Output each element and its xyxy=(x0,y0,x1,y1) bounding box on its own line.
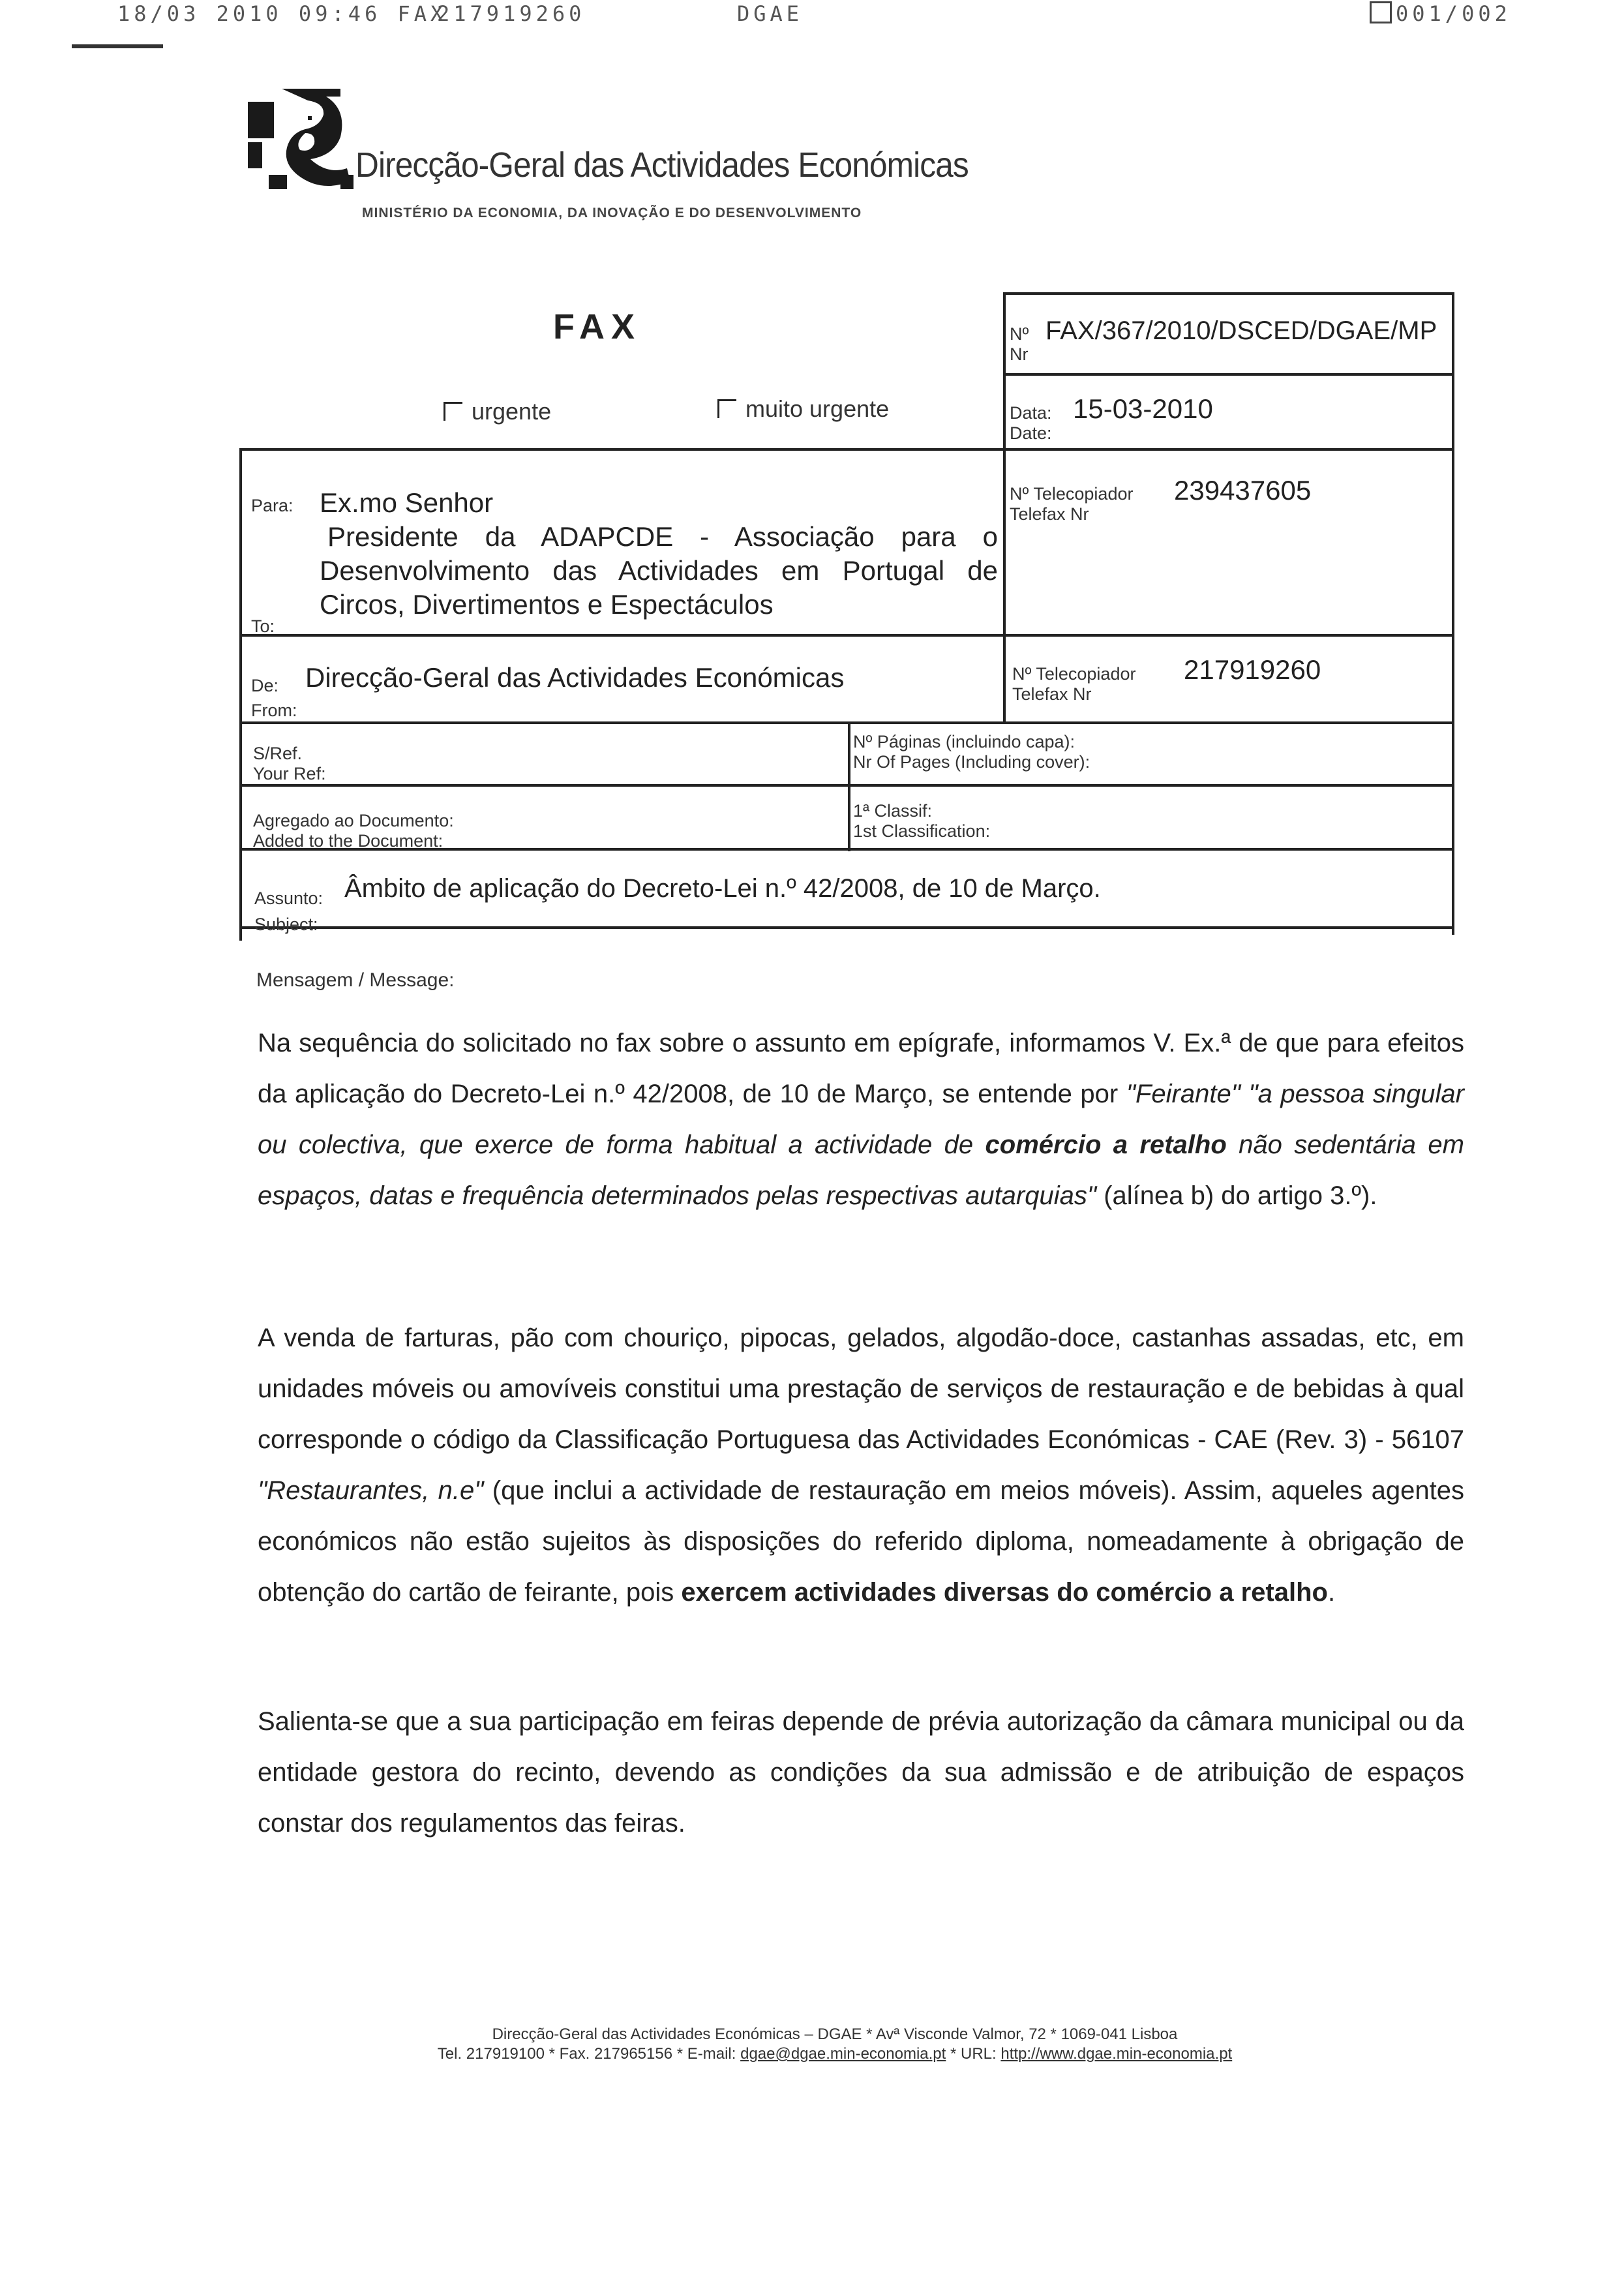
form-line xyxy=(848,724,850,851)
from-label-en: From: xyxy=(251,701,297,720)
fax-transmission-header xyxy=(0,0,1624,33)
form-line xyxy=(1452,292,1454,935)
fax-mark-line xyxy=(72,44,163,48)
to-label-en: To: xyxy=(251,616,275,636)
recipient-line: Presidente da ADAPCDE - Associação para o xyxy=(327,521,998,552)
your-ref-label: S/Ref. Your Ref: xyxy=(253,744,326,784)
ministry-name: MINISTÉRIO DA ECONOMIA, DA INOVAÇÃO E DO DESENVOLVIMENTO xyxy=(362,205,862,220)
recipient-line: Ex.mo Senhor xyxy=(320,487,494,518)
very-urgent-checkbox[interactable] xyxy=(717,399,736,418)
fax-number: 217919260 xyxy=(437,1,586,26)
classification-label: 1ª Classif: 1st Classification: xyxy=(853,801,991,841)
footer-contacts: Tel. 217919100 * Fax. 217965156 * E-mail: dgae@dgae.min-economia.pt * URL: http://www.dgae.min-economia.pt xyxy=(437,2045,1233,2063)
number-label: Nº Nr xyxy=(1010,324,1029,365)
footer-address: Direcção-Geral das Actividades Económicas – DGAE * Avª Visconde Valmor, 72 * 1069-041 Lisboa xyxy=(492,2025,1178,2043)
fax-page-counter: 001/002 xyxy=(1370,1,1511,26)
from-fax-label: Nº Telecopiador Telefax Nr xyxy=(1012,664,1136,705)
footer-email-link[interactable]: dgae@dgae.min-economia.pt xyxy=(740,2045,946,2063)
dgae-logo-icon xyxy=(243,77,353,193)
pages-label: Nº Páginas (incluindo capa): Nr Of Pages (Including cover): xyxy=(853,732,1090,772)
recipient-block xyxy=(320,486,998,622)
fax-timestamp: 18/03 2010 09:46 FAX xyxy=(117,1,447,26)
fax-sender-code: DGAE xyxy=(737,1,804,26)
form-line xyxy=(242,784,1454,787)
form-line xyxy=(239,448,1454,451)
from-label-pt: De: xyxy=(251,676,279,695)
to-label-pt: Para: xyxy=(251,496,293,515)
checkbox-icon xyxy=(1370,1,1392,23)
to-fax-number: 239437605 xyxy=(1174,475,1312,506)
recipient-line: Circos, Divertimentos e Espectáculos xyxy=(320,589,774,620)
footer-url-link[interactable]: http://www.dgae.min-economia.pt xyxy=(1000,2045,1233,2063)
fax-title: FAX xyxy=(553,307,642,346)
message-paragraph-3: Salienta-se que a sua participação em feiras depende de prévia autorização da câmara municipal ou da entidade gestora do recinto, devendo as condições da sua admissão e de atribuição de espaços constar dos regulamentos das feiras. xyxy=(258,1707,1464,1838)
form-line xyxy=(1003,292,1006,638)
urgent-checkbox[interactable] xyxy=(444,402,462,421)
page-footer xyxy=(346,2025,1324,2064)
fax-date: 15-03-2010 xyxy=(1073,393,1213,424)
very-urgent-option[interactable]: muito urgente xyxy=(717,395,889,423)
subject-value: Âmbito de aplicação do Decreto-Lei n.º 42/2008, de 10 de Março. xyxy=(344,874,1101,903)
message-paragraph-1: Na sequência do solicitado no fax sobre o assunto em epígrafe, informamos V. Ex.ª de que para efeitos da aplicação do Decreto-Lei n.º 42/2008, de 10 de Março, se entende por "Feirante" "a pessoa singular ou colectiva, que exerce de forma habitual a actividade de comércio a retalho não sedentária em espaços, datas e frequência determinados pelas respectivas autarquias" (alínea b) do artigo 3.º). xyxy=(258,1029,1464,1210)
message-label: Mensagem / Message: xyxy=(256,969,455,991)
form-line xyxy=(1004,292,1454,295)
subject-label-pt: Assunto: xyxy=(254,888,323,908)
form-line xyxy=(1003,637,1006,721)
from-fax-number: 217919260 xyxy=(1184,654,1321,685)
date-label: Data: Date: xyxy=(1010,403,1052,444)
from-value: Direcção-Geral das Actividades Económicas xyxy=(305,662,845,693)
subject-label-en: Subject: xyxy=(254,915,318,934)
form-line xyxy=(239,448,242,941)
recipient-line: Desenvolvimento das Actividades em Portugal de xyxy=(320,555,998,586)
message-paragraph-2: A venda de farturas, pão com chouriço, pipocas, gelados, algodão-doce, castanhas assadas, etc, em unidades móveis ou amovíveis constitui uma prestação de serviços de restauração e de bebidas à qual corresponde o código da Classificação Portuguesa das Actividades Económicas - CAE (Rev. 3) - 56107 "Restaurantes, n.e" (que inclui a actividade de restauração em meios móveis). Assim, aqueles agentes económicos não estão sujeitos às disposições do referido diploma, nomeadamente à obrigação de obtenção do cartão de feirante, pois exercem actividades diversas do comércio a retalho. xyxy=(258,1324,1465,1607)
urgent-option[interactable]: urgente xyxy=(444,398,551,425)
to-fax-label: Nº Telecopiador Telefax Nr xyxy=(1010,484,1134,524)
added-document-label: Agregado ao Documento: Added to the Document: xyxy=(253,811,454,851)
form-line xyxy=(242,634,1454,637)
form-line xyxy=(242,926,1454,929)
fax-reference-number: FAX/367/2010/DSCED/DGAE/MP xyxy=(1045,316,1437,345)
org-name: Direcção-Geral das Actividades Económicas xyxy=(355,145,969,185)
form-line xyxy=(1004,373,1454,376)
